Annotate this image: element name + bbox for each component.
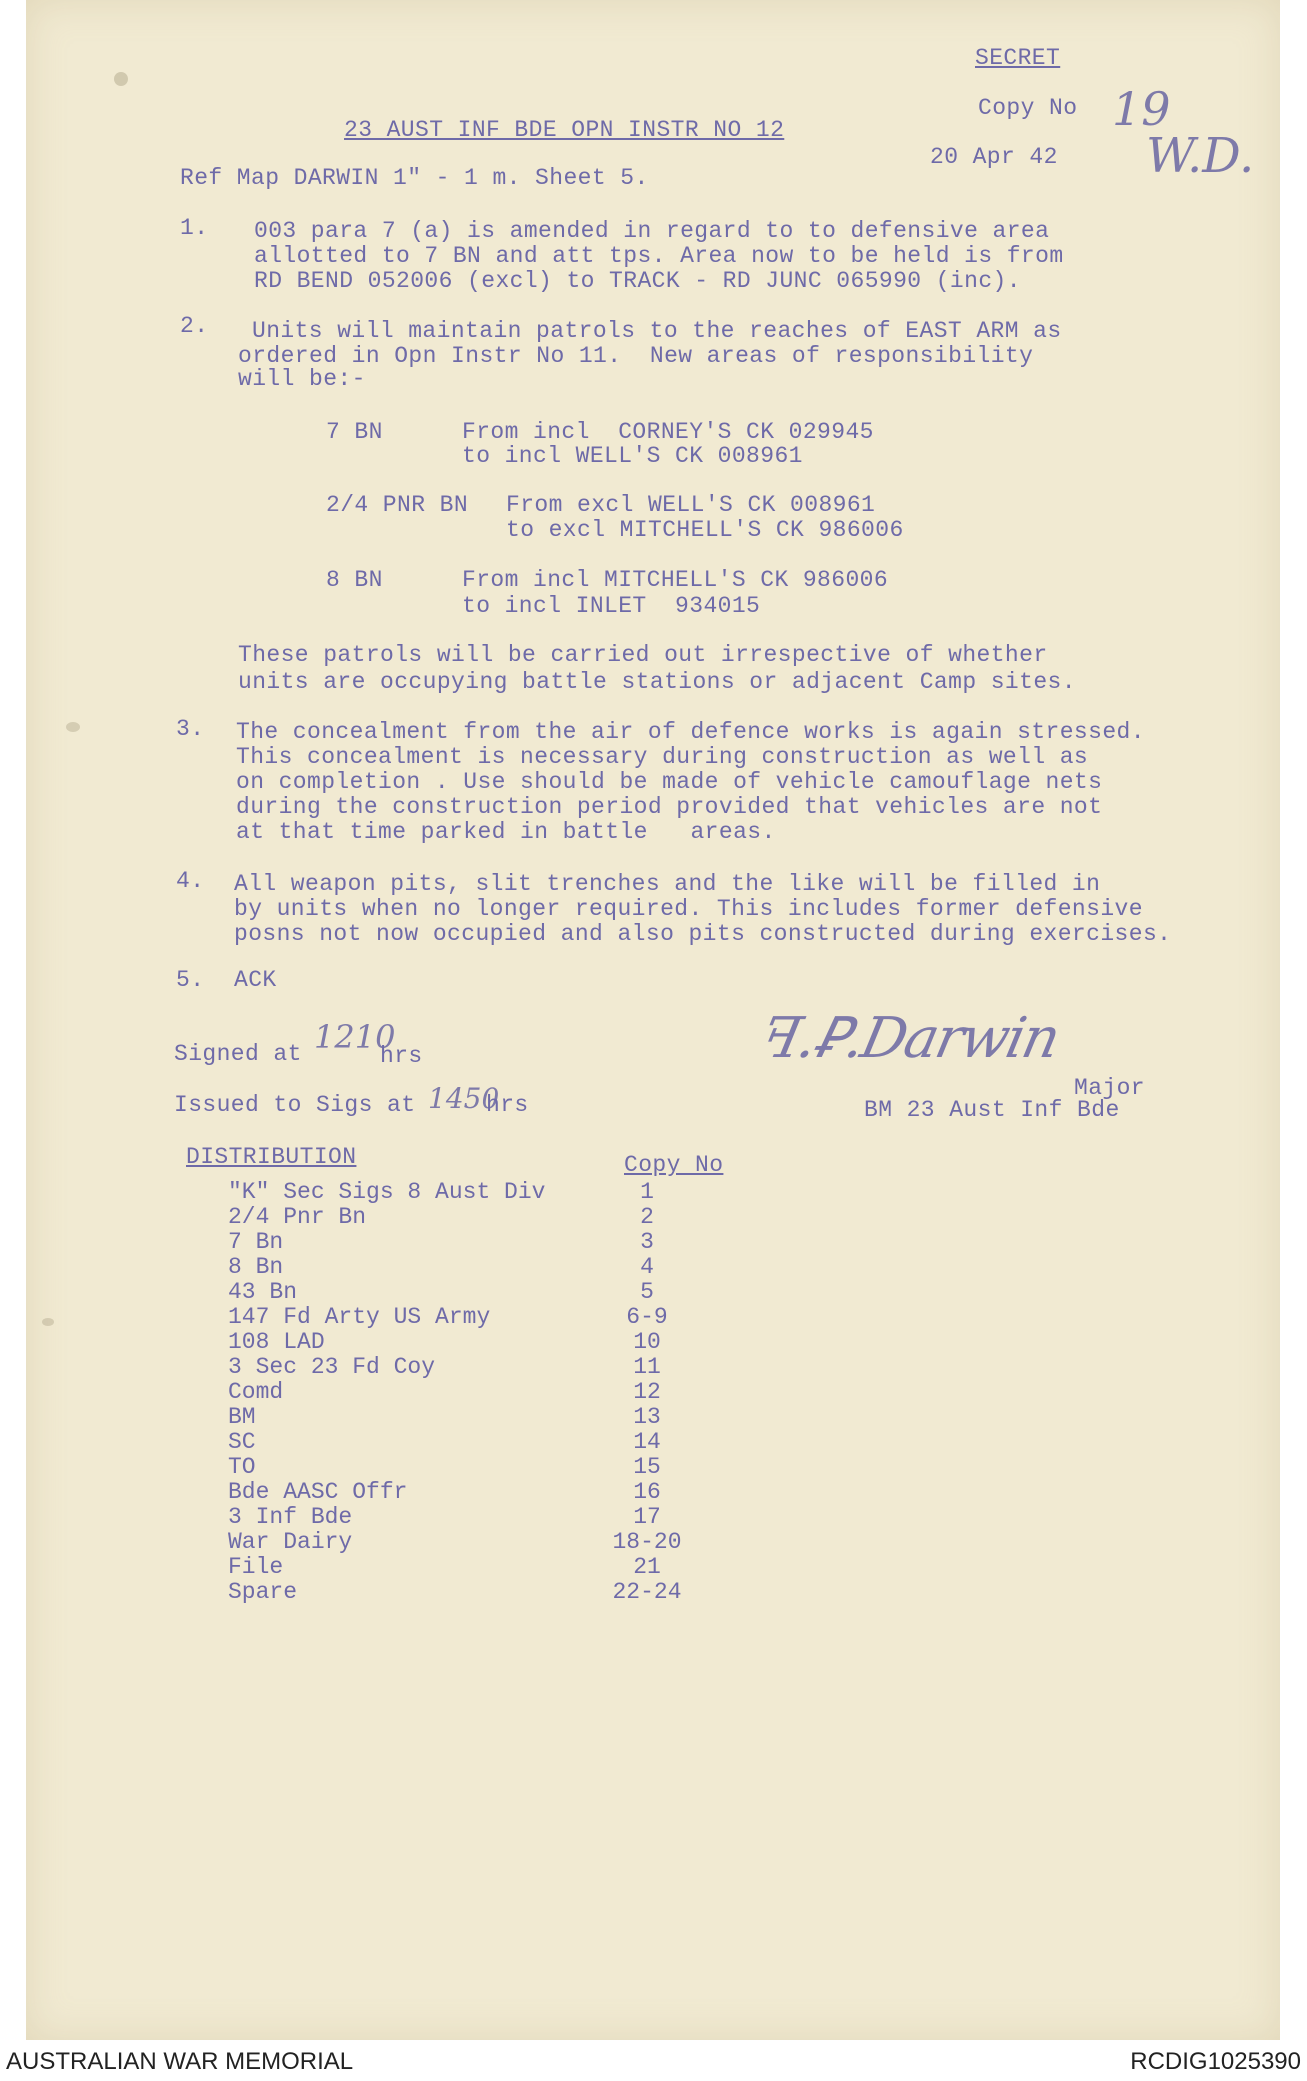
distribution-copy: 12 [633, 1379, 661, 1405]
issued-hrs: hrs [486, 1092, 529, 1118]
para-3-line: The concealment from the air of defence works is again stressed. [236, 719, 1145, 745]
archive-reference: RCDIG1025390 [1130, 2048, 1301, 2075]
distribution-recipient: 43 Bn [228, 1279, 298, 1305]
distribution-copy: 22-24 [612, 1579, 682, 1605]
unit-area-from: From excl WELL'S CK 008961 [506, 492, 876, 518]
para-2-closing: units are occupying battle stations or adjacent Camp sites. [238, 669, 1076, 695]
distribution-copy: 1 [640, 1179, 654, 1205]
distribution-recipient: Spare [228, 1579, 298, 1605]
distribution-recipient: 2/4 Pnr Bn [228, 1204, 367, 1230]
distribution-copy: 14 [633, 1429, 661, 1455]
punch-mark [42, 1318, 54, 1326]
distribution-recipient: 108 LAD [228, 1329, 325, 1355]
distribution-copy: 5 [640, 1279, 654, 1305]
document-page [26, 0, 1280, 2040]
para-1-line: allotted to 7 BN and att tps. Area now to be held is from [254, 243, 1064, 269]
distribution-copy: 10 [633, 1329, 661, 1355]
distribution-copy: 6-9 [626, 1304, 668, 1330]
punch-mark [114, 72, 128, 86]
para-4-line: posns not now occupied and also pits constructed during exercises. [234, 921, 1172, 947]
distribution-copy: 11 [633, 1354, 661, 1380]
signed-at-label: Signed at [174, 1041, 302, 1067]
distribution-copy: 18-20 [612, 1529, 682, 1555]
para-4-number: 4. [176, 868, 205, 894]
unit-area-from: From incl CORNEY'S CK 029945 [462, 419, 874, 445]
distribution-recipient: 3 Inf Bde [228, 1504, 353, 1530]
para-3-line: This concealment is necessary during construction as well as [236, 744, 1089, 770]
distribution-recipient: 8 Bn [228, 1254, 284, 1280]
signatory-rank: Major [1074, 1075, 1146, 1101]
para-2-closing: These patrols will be carried out irrespective of whether [238, 642, 1048, 668]
classification-label: SECRET [975, 45, 1061, 71]
unit-area-from: From incl MITCHELL'S CK 986006 [462, 567, 889, 593]
distribution-recipient: 3 Sec 23 Fd Coy [228, 1354, 436, 1380]
distribution-recipient: 7 Bn [228, 1229, 284, 1255]
distribution-copy: 17 [633, 1504, 661, 1530]
punch-mark [66, 722, 80, 732]
distribution-recipient: War Dairy [228, 1529, 353, 1555]
para-1-line: 003 para 7 (a) is amended in regard to to defensive area [254, 218, 1050, 244]
distribution-copy: 2 [640, 1204, 654, 1230]
issued-time-handwritten: 1450 [428, 1082, 500, 1115]
distribution-recipient: 147 Fd Arty US Army [228, 1304, 491, 1330]
signature: ꟻ.Ꝑ.Darwin [755, 1006, 1065, 1071]
copy-no-handwritten: 19 [1112, 82, 1171, 136]
distribution-copy: 21 [633, 1554, 661, 1580]
archive-name: AUSTRALIAN WAR MEMORIAL [6, 2048, 354, 2075]
para-5-text: ACK [234, 967, 277, 993]
para-3-line: during the construction period provided that vehicles are not [236, 794, 1103, 820]
document-date: 20 Apr 42 [930, 144, 1058, 170]
para-5-number: 5. [176, 967, 205, 993]
distribution-copy: 13 [633, 1404, 661, 1430]
distribution-recipient: "K" Sec Sigs 8 Aust Div [228, 1179, 546, 1205]
issued-label: Issued to Sigs at [174, 1092, 416, 1118]
distribution-copy: 3 [640, 1229, 654, 1255]
distribution-recipient: Bde AASC Offr [228, 1479, 408, 1505]
signatory-role: BM 23 Aust Inf Bde [864, 1097, 1120, 1123]
distribution-recipient: SC [228, 1429, 256, 1455]
unit-name: 2/4 PNR BN [326, 492, 469, 518]
para-2-line: will be:- [238, 366, 366, 392]
distribution-recipient: TO [228, 1454, 256, 1480]
signed-time-handwritten: 1210 [314, 1018, 396, 1056]
distribution-copy: 16 [633, 1479, 661, 1505]
copy-no-label: Copy No [978, 95, 1078, 121]
distribution-recipient: BM [228, 1404, 256, 1430]
unit-name: 7 BN [326, 419, 383, 445]
document-title: 23 AUST INF BDE OPN INSTR NO 12 [344, 117, 785, 143]
para-1-line: RD BEND 052006 (excl) to TRACK - RD JUNC 065990 (inc). [254, 268, 1021, 294]
para-4-line: All weapon pits, slit trenches and the like will be filled in [234, 871, 1101, 897]
distribution-header: DISTRIBUTION [186, 1144, 357, 1170]
unit-area-to: to excl MITCHELL'S CK 986006 [506, 517, 904, 543]
para-4-line: by units when no longer required. This includes former defensive [234, 896, 1143, 922]
unit-area-to: to incl WELL'S CK 008961 [462, 443, 803, 469]
para-3-number: 3. [176, 716, 205, 742]
distribution-recipient: Comd [228, 1379, 284, 1405]
para-2-number: 2. [180, 313, 209, 339]
distribution-recipient: File [228, 1554, 284, 1580]
distribution-copy: 4 [640, 1254, 654, 1280]
ref-map: Ref Map DARWIN 1" - 1 m. Sheet 5. [180, 165, 649, 191]
para-3-line: at that time parked in battle areas. [236, 819, 776, 845]
copy-no-header: Copy No [624, 1152, 724, 1178]
signed-hrs: hrs [380, 1043, 423, 1069]
wd-handwritten: W.D. [1146, 128, 1255, 184]
unit-area-to: to incl INLET 934015 [462, 593, 761, 619]
para-2-line: ordered in Opn Instr No 11. New areas of responsibility [238, 343, 1034, 369]
unit-name: 8 BN [326, 567, 383, 593]
para-3-line: on completion . Use should be made of vehicle camouflage nets [236, 769, 1103, 795]
distribution-copy: 15 [633, 1454, 661, 1480]
para-2-line: Units will maintain patrols to the reaches of EAST ARM as [252, 318, 1062, 344]
para-1-number: 1. [180, 215, 209, 241]
